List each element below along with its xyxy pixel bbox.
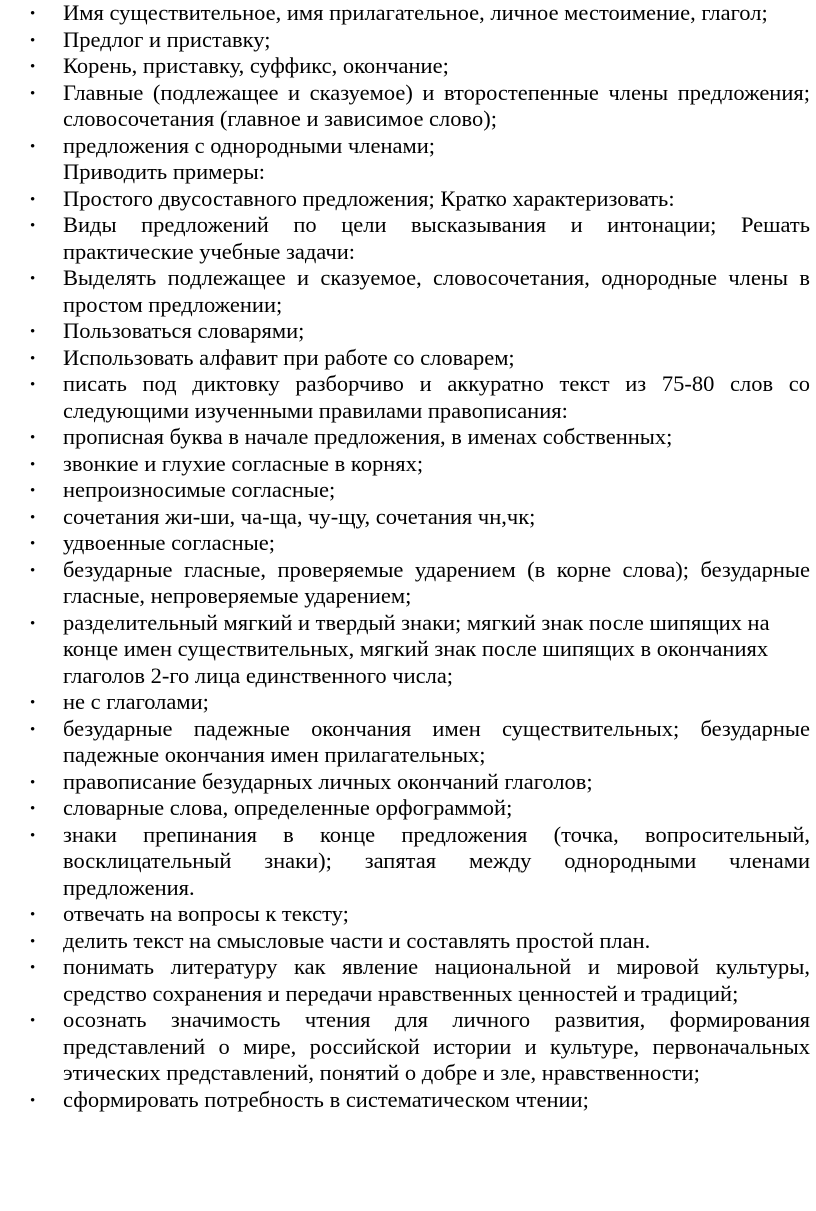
list-item-text: разделительный мягкий и твердый знаки; мягкий знак после шипящих на конце имен существительных, мягкий знак после шипящих в окончаниях глаголов 2-го лица единственного числа; [63, 609, 770, 688]
list-item [0, 27, 816, 54]
list-item-text: удвоенные согласные; [63, 530, 275, 555]
list-item-text: прописная буква в начале предложения, в именах собственных; [63, 424, 673, 449]
list-subheading-text: Приводить примеры: [63, 159, 265, 184]
list-item [0, 477, 816, 504]
list-item [0, 318, 816, 345]
list-item [0, 901, 816, 928]
list-item [0, 80, 816, 133]
list-item-text: звонкие и глухие согласные в корнях; [63, 450, 424, 476]
list-item [0, 689, 816, 716]
list-item-text: безударные падежные окончания имен существительных; безударные падежные окончания имен прилагательных; [63, 715, 810, 767]
list-item-text: осознать значимость чтения для личного развития, формирования представлений о мире, российской истории и культуре, первоначальных этических представлений, понятий о добре и зле, нравственности; [63, 1007, 810, 1085]
list-item-text: непроизносимые согласные; [63, 477, 336, 502]
list-item-text: отвечать на вопросы к тексту; [63, 901, 349, 926]
list-item [0, 0, 816, 27]
list-item [0, 451, 816, 478]
list-item-text: предложения с однородными членами; [63, 132, 436, 158]
list-item [0, 954, 816, 1007]
list-item [0, 186, 816, 213]
list-item-text: безударные гласные, проверяемые ударением (в корне слова); безударные гласные, непроверяемые ударением; [63, 556, 810, 608]
list-item-text: сочетания жи-ши, ча-ща, чу-щу, сочетания чн,чк; [63, 503, 536, 529]
list-item-text: Использовать алфавит при работе со словарем; [63, 344, 515, 370]
list-item-text: писать под диктовку разборчиво и аккуратно текст из 75-80 слов со следующими изученными правилами правописания: [63, 371, 810, 423]
list-item [0, 822, 816, 902]
list-item [0, 345, 816, 372]
list-item [0, 212, 816, 265]
list-item [0, 133, 816, 160]
list-item-text: Пользоваться словарями; [63, 318, 305, 343]
list-item [0, 716, 816, 769]
list-item-text: Главные (подлежащее и сказуемое) и второстепенные члены предложения; словосочетания (главное и зависимое слово); [63, 79, 810, 131]
list-item [0, 928, 816, 955]
list-item-text: словарные слова, определенные орфограммой; [63, 795, 513, 820]
list-item [0, 557, 816, 610]
list-item-text: не с глаголами; [63, 689, 209, 714]
list-item [0, 53, 816, 80]
list-subheading [0, 159, 816, 186]
list-item-text: Выделять подлежащее и сказуемое, словосочетания, однородные члены в простом предложении; [63, 265, 810, 317]
list-item [0, 424, 816, 451]
list-item-text: Виды предложений по цели высказывания и интонации; Решать практические учебные задачи: [63, 212, 810, 264]
list-item-text: Корень, приставку, суффикс, окончание; [63, 53, 449, 78]
list-item [0, 530, 816, 557]
list-item [0, 1007, 816, 1087]
list-item [0, 610, 816, 690]
list-item-text: делить текст на смысловые части и составлять простой план. [63, 927, 651, 953]
list-item-text: Предлог и приставку; [63, 26, 271, 52]
list-item [0, 769, 816, 796]
list-item [0, 1087, 816, 1114]
list-item [0, 371, 816, 424]
list-item-text: сформировать потребность в систематическом чтении; [63, 1086, 589, 1112]
list-item [0, 504, 816, 531]
list-item-text: знаки препинания в конце предложения (точка, вопросительный, восклицательный знаки); запятая между однородными членами предложения. [63, 821, 810, 900]
list-item-text: правописание безударных личных окончаний глаголов; [63, 768, 593, 794]
list-item-text: Имя существительное, имя прилагательное, личное местоимение, глагол; [63, 0, 768, 25]
list-item-text: понимать литературу как явление национальной и мировой культуры, средство сохранения и передачи нравственных ценностей и традиций; [63, 954, 810, 1006]
list-item-text: Простого двусоставного предложения; Кратко характеризовать: [63, 185, 675, 211]
list-item [0, 795, 816, 822]
list-item [0, 265, 816, 318]
